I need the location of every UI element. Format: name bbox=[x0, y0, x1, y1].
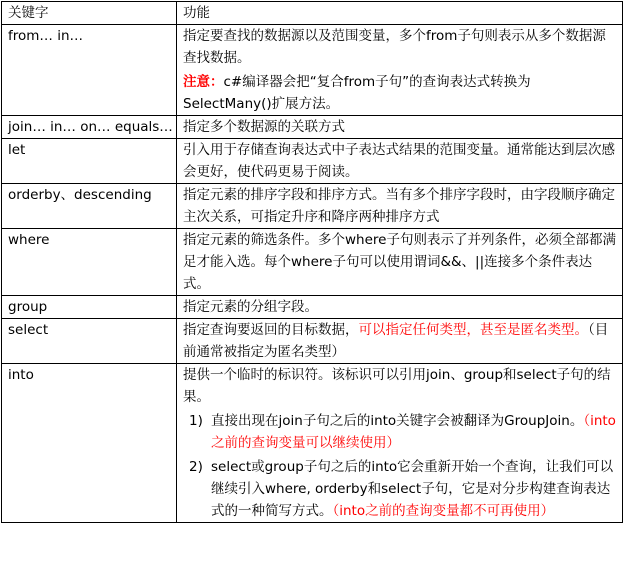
description-highlight: 可以指定任何类型，甚至是匿名类型。 bbox=[358, 322, 588, 338]
keyword-cell: group bbox=[2, 296, 177, 319]
keyword-cell: let bbox=[2, 139, 177, 184]
keyword-cell: where bbox=[2, 229, 177, 296]
list-number: 2) bbox=[189, 459, 203, 475]
list-item-highlight: （into之前的查询变量可以继续使用） bbox=[211, 413, 616, 451]
header-keyword: 关键字 bbox=[2, 2, 177, 25]
description: 提供一个临时的标识符。该标识可以引用join、group和select子句的结果。 bbox=[183, 367, 611, 405]
description: 指定查询要返回的目标数据， bbox=[183, 322, 359, 338]
function-cell: 指定元素的分组字段。 bbox=[177, 296, 623, 319]
function-cell bbox=[177, 25, 623, 116]
note bbox=[183, 71, 616, 115]
header-function: 功能 bbox=[177, 2, 623, 25]
list-number: 1) bbox=[189, 413, 203, 429]
keyword-cell: join… in… on… equals… bbox=[2, 116, 177, 139]
table-row bbox=[2, 319, 623, 364]
description-tail: （目前通常被指定为匿名类型） bbox=[183, 322, 609, 360]
table-row bbox=[2, 364, 623, 523]
note-text: c#编译器会把“复合from子句”的查询表达式转换为SelectMany()扩展方法。 bbox=[183, 74, 531, 112]
description: 指定要查找的数据源以及范围变量，多个from子句则表示从多个数据源查找数据。 bbox=[183, 28, 606, 66]
keyword-cell: orderby、descending bbox=[2, 184, 177, 229]
note-label: 注意： bbox=[183, 74, 224, 90]
list-item bbox=[183, 410, 616, 454]
table-row bbox=[2, 229, 623, 296]
table-row bbox=[2, 139, 623, 184]
function-cell: 指定多个数据源的关联方式 bbox=[177, 116, 623, 139]
table-row bbox=[2, 296, 623, 319]
function-cell: 指定元素的筛选条件。多个where子句则表示了并列条件，必须全部都满足才能入选。每个where子句可以使用谓词&&、||连接多个条件表达式。 bbox=[177, 229, 623, 296]
function-cell: 引入用于存储查询表达式中子表达式结果的范围变量。通常能达到层次感会更好，使代码更易于阅读。 bbox=[177, 139, 623, 184]
function-cell: 指定元素的排序字段和排序方式。当有多个排序字段时，由字段顺序确定主次关系，可指定升序和降序两种排序方式 bbox=[177, 184, 623, 229]
keyword-cell: select bbox=[2, 319, 177, 364]
keyword-cell: into bbox=[2, 364, 177, 523]
linq-keyword-table bbox=[1, 1, 623, 523]
list-item-highlight: （into之前的查询变量都不可再使用） bbox=[332, 503, 555, 519]
header-row bbox=[2, 2, 623, 25]
function-cell bbox=[177, 364, 623, 523]
table-row bbox=[2, 25, 623, 116]
table-row bbox=[2, 116, 623, 139]
list-item-text: select或group子句之后的into它会重新开始一个查询，让我们可以继续引入where, orderby和select子句，它是对分步构建查询表达式的一种简写方式。 bbox=[211, 459, 614, 519]
list-item bbox=[183, 456, 616, 522]
function-cell bbox=[177, 319, 623, 364]
keyword-cell: from… in… bbox=[2, 25, 177, 116]
table-row bbox=[2, 184, 623, 229]
list-item-text: 直接出现在join子句之后的into关键字会被翻译为GroupJoin。 bbox=[211, 413, 584, 429]
